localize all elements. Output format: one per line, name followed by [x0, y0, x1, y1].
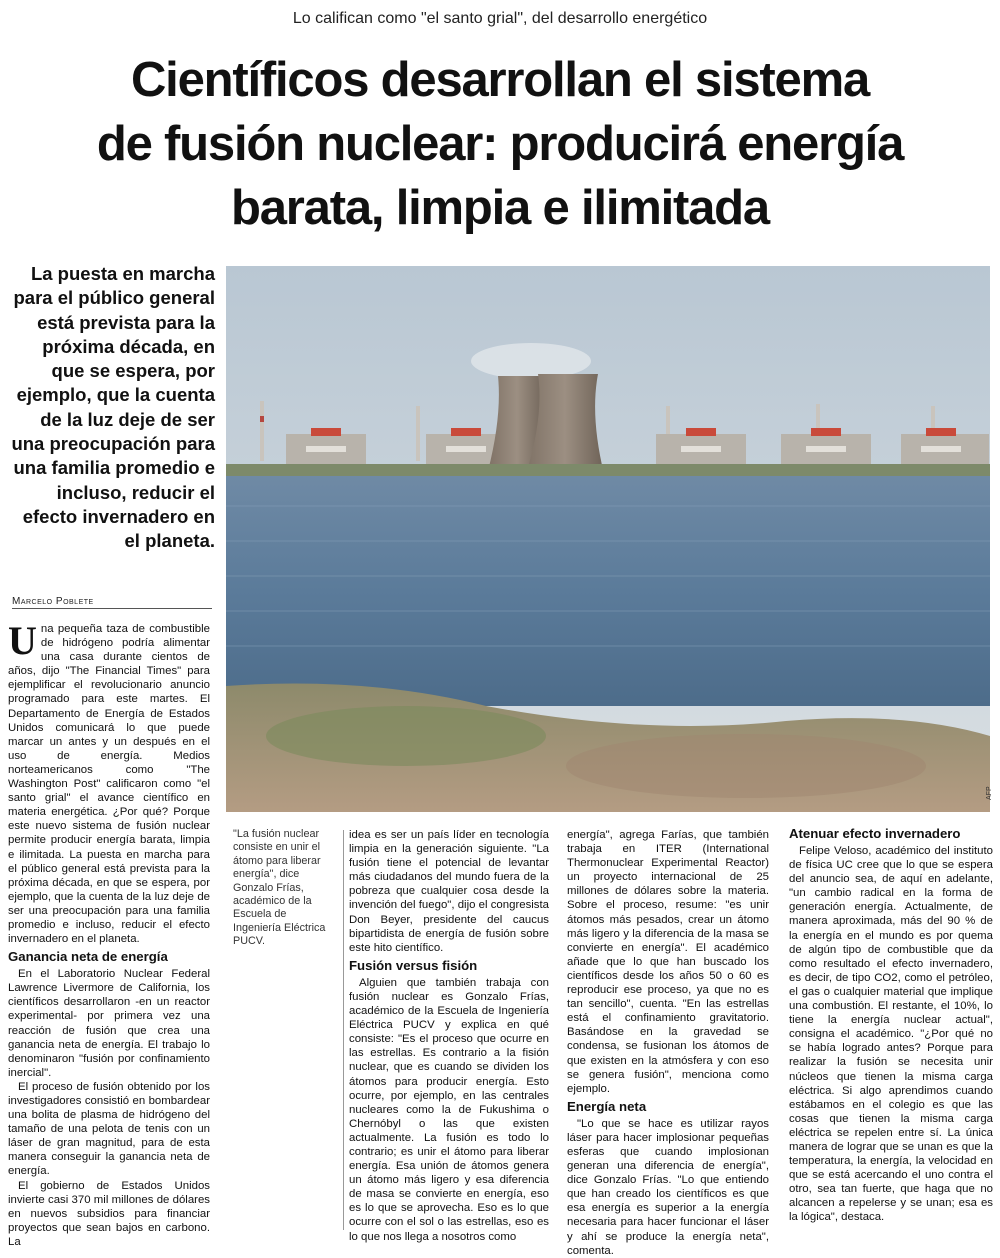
headline	[20, 48, 980, 240]
headline-line-2: de fusión nuclear: producirá energía	[96, 117, 904, 171]
paragraph: El gobierno de Estados Unidos invierte casi 370 mil millones de dólares en nuevos subsidios para financiar proyectos que sean bajos en carbono. La	[8, 1179, 210, 1248]
drop-cap: U	[8, 618, 37, 663]
paragraph: energía", agrega Farías, que también trabaja en ITER (International Thermonuclear Experimental Reactor) un proyecto internacional de 25 millones de dólares sobre la materia. Sobre el proceso, resume: "es unir átomos más pesados, crear un átomo más ligero y la diferencia de la masa se convierte en energía". El académico añade que lo que han buscado los científicos desde los años 50 o 60 es reproducir ese proceso, ya que no es tan sencillo", cuenta. "En las estrellas está el confinamiento gravitatorio. Basándose en la gravedad se condensa, se fusionan los átomos de que existen en la atmósfera y con eso se genera fusión", menciona como ejemplo.	[567, 829, 769, 1095]
deck: La puesta en marcha para el público general está prevista para la próxima década, en que se espera, por ejemplo, que la cuenta de la luz deje de ser una preocupación para una familia promedio e incluso, reducir el efecto invernadero en el planeta.	[11, 263, 215, 552]
photo-credit: AFP	[986, 786, 993, 800]
headline-line-1: Científicos desarrollan el sistema	[130, 53, 870, 107]
nuclear-plant-photo	[226, 266, 990, 812]
headline-line-3: barata, limpia e ilimitada	[231, 181, 769, 235]
column-4	[789, 826, 993, 1225]
paragraph: Felipe Veloso, académico del instituto de física UC cree que lo que se espera del anuncio sea, de aquí en adelante, "un cambio radical en la forma de generación energía. Actualmente, de manera aproximada, más del 90 % de la energía en el mundo es por quema de algún tipo de combustible que da como resultado el efecto invernadero, es decir, de tipo CO2, como el petróleo, el gas o cualquier material que implique una combustión. El restante, el 10%, lo tiene la energía nuclear actual", consigna el académico. "¿Por qué no se había logrado antes? Porque para realizar la fusión se necesita unir núcleos que tienen la misma carga eléctrica. Si algo aprendimos cuando estábamos en el colegio es que las cosas que tienen la misma carga eléctrica se repelen entre sí. La única manera de lograr que se unan es que la temperatura, la energía, la velocidad en que se está acercando el uno contra el otro, sea tan fuerte, que haga que no alcancen a repelerse y se unan; esa es la lógica", destaca.	[789, 845, 993, 1224]
column-1	[8, 618, 210, 1249]
paragraph: El proceso de fusión obtenido por los investigadores consistió en bombardear una bolita de plasma de hidrógeno del tamaño de una pelota de tenis con un láser de gran magnitud, para de esta manera conseguir la ganancia neta de energía.	[8, 1080, 210, 1178]
byline: Marcelo Poblete	[12, 596, 212, 609]
subheading: Ganancia neta de energía	[8, 949, 168, 965]
subheading: Energía neta	[567, 1098, 647, 1114]
pull-quote: "La fusión nuclear consiste en unir el átomo para liberar energía", dice Gonzalo Frías, académico de la Escuela de Ingeniería Eléctrica PUCV.	[233, 828, 326, 948]
paragraph: idea es ser un país líder en tecnología limpia en la generación siguiente. "La fusión tiene el potencial de levantar más ciudadanos del mundo fuera de la pobreza que cualquier cosa desde la invención del fuego", dijo el congresista Don Beyer, presidente del caucus bipartidista de energía de fusión sobre este hito científico.	[349, 829, 549, 954]
paragraph: En el Laboratorio Nuclear Federal Lawrence Livermore de California, los científicos desarrollaron -en un reactor experimental- por primera vez una reacción de fusión que crea una ganancia neta de energía. El trabajo lo denominaron "fusión por confinamiento inercial".	[8, 968, 210, 1079]
paragraph: Alguien que también trabaja con fusión nuclear es Gonzalo Frías, académico de la Escuela de Ingeniería Eléctrica PUCV y explica en qué consiste: "Es el proceso que ocurre en las estrellas. Es contrario a la fisión nuclear, que es cuando se dividen los átomos para producir energía. Esto ocurre, por ejemplo, en las centrales nucleares como la de Fukushima o Chernóbyl o las que existen actualmente. La fusión es todo lo contrario; es unir el átomo para liberar energía. Esa unión de átomos genera un átomo más ligero y esa diferencia de masa se convierte en energía, eso es lo que se aprovecha. Eso es lo que ocurre con el sol o las estrellas, eso es lo que nos llega a nosotros como	[349, 976, 549, 1243]
column-2	[349, 828, 549, 1244]
paragraph: Una pequeña taza de combustible de hidrógeno podría alimentar una casa durante cientos de años, dijo "The Financial Times" para ejemplificar el revolucionario anuncio programado para este martes. El Departamento de Energía de Estados Unidos comunicará lo que puede marcar un antes y un después en el uso de energía. Medios norteamericanos como "The Washington Post" calificaron como "el santo grial" el avance científico en materia energética. ¿Por qué? Porque este nuevo sistema de fusión nuclear permite producir energía barata, limpia e ilimitada. La puesta en marcha para el público general está prevista para la próxima década, en que se espera, por ejemplo, que la cuenta de la luz deje de ser una preocupación para una familia promedio e incluso, reducir el efecto invernadero en el planeta.	[8, 618, 210, 946]
subheading: Atenuar efecto invernadero	[789, 826, 961, 841]
subheading: Fusión versus fisión	[349, 957, 478, 973]
column-3	[567, 828, 769, 1258]
kicker: Lo califican como "el santo grial", del desarrollo energético	[292, 10, 708, 27]
column-rule	[343, 830, 344, 1230]
paragraph: "Lo que se hace es utilizar rayos láser para hacer implosionar pequeñas esferas que cuando implosionan generan una diferencia de energía", dice Gonzalo Frías. "Lo que entiendo que han creado los científicos es que esa energía es superior a la energía necesaria para hacer funcionar el láser y ahí se produce la energía neta", comenta.	[567, 1117, 769, 1257]
